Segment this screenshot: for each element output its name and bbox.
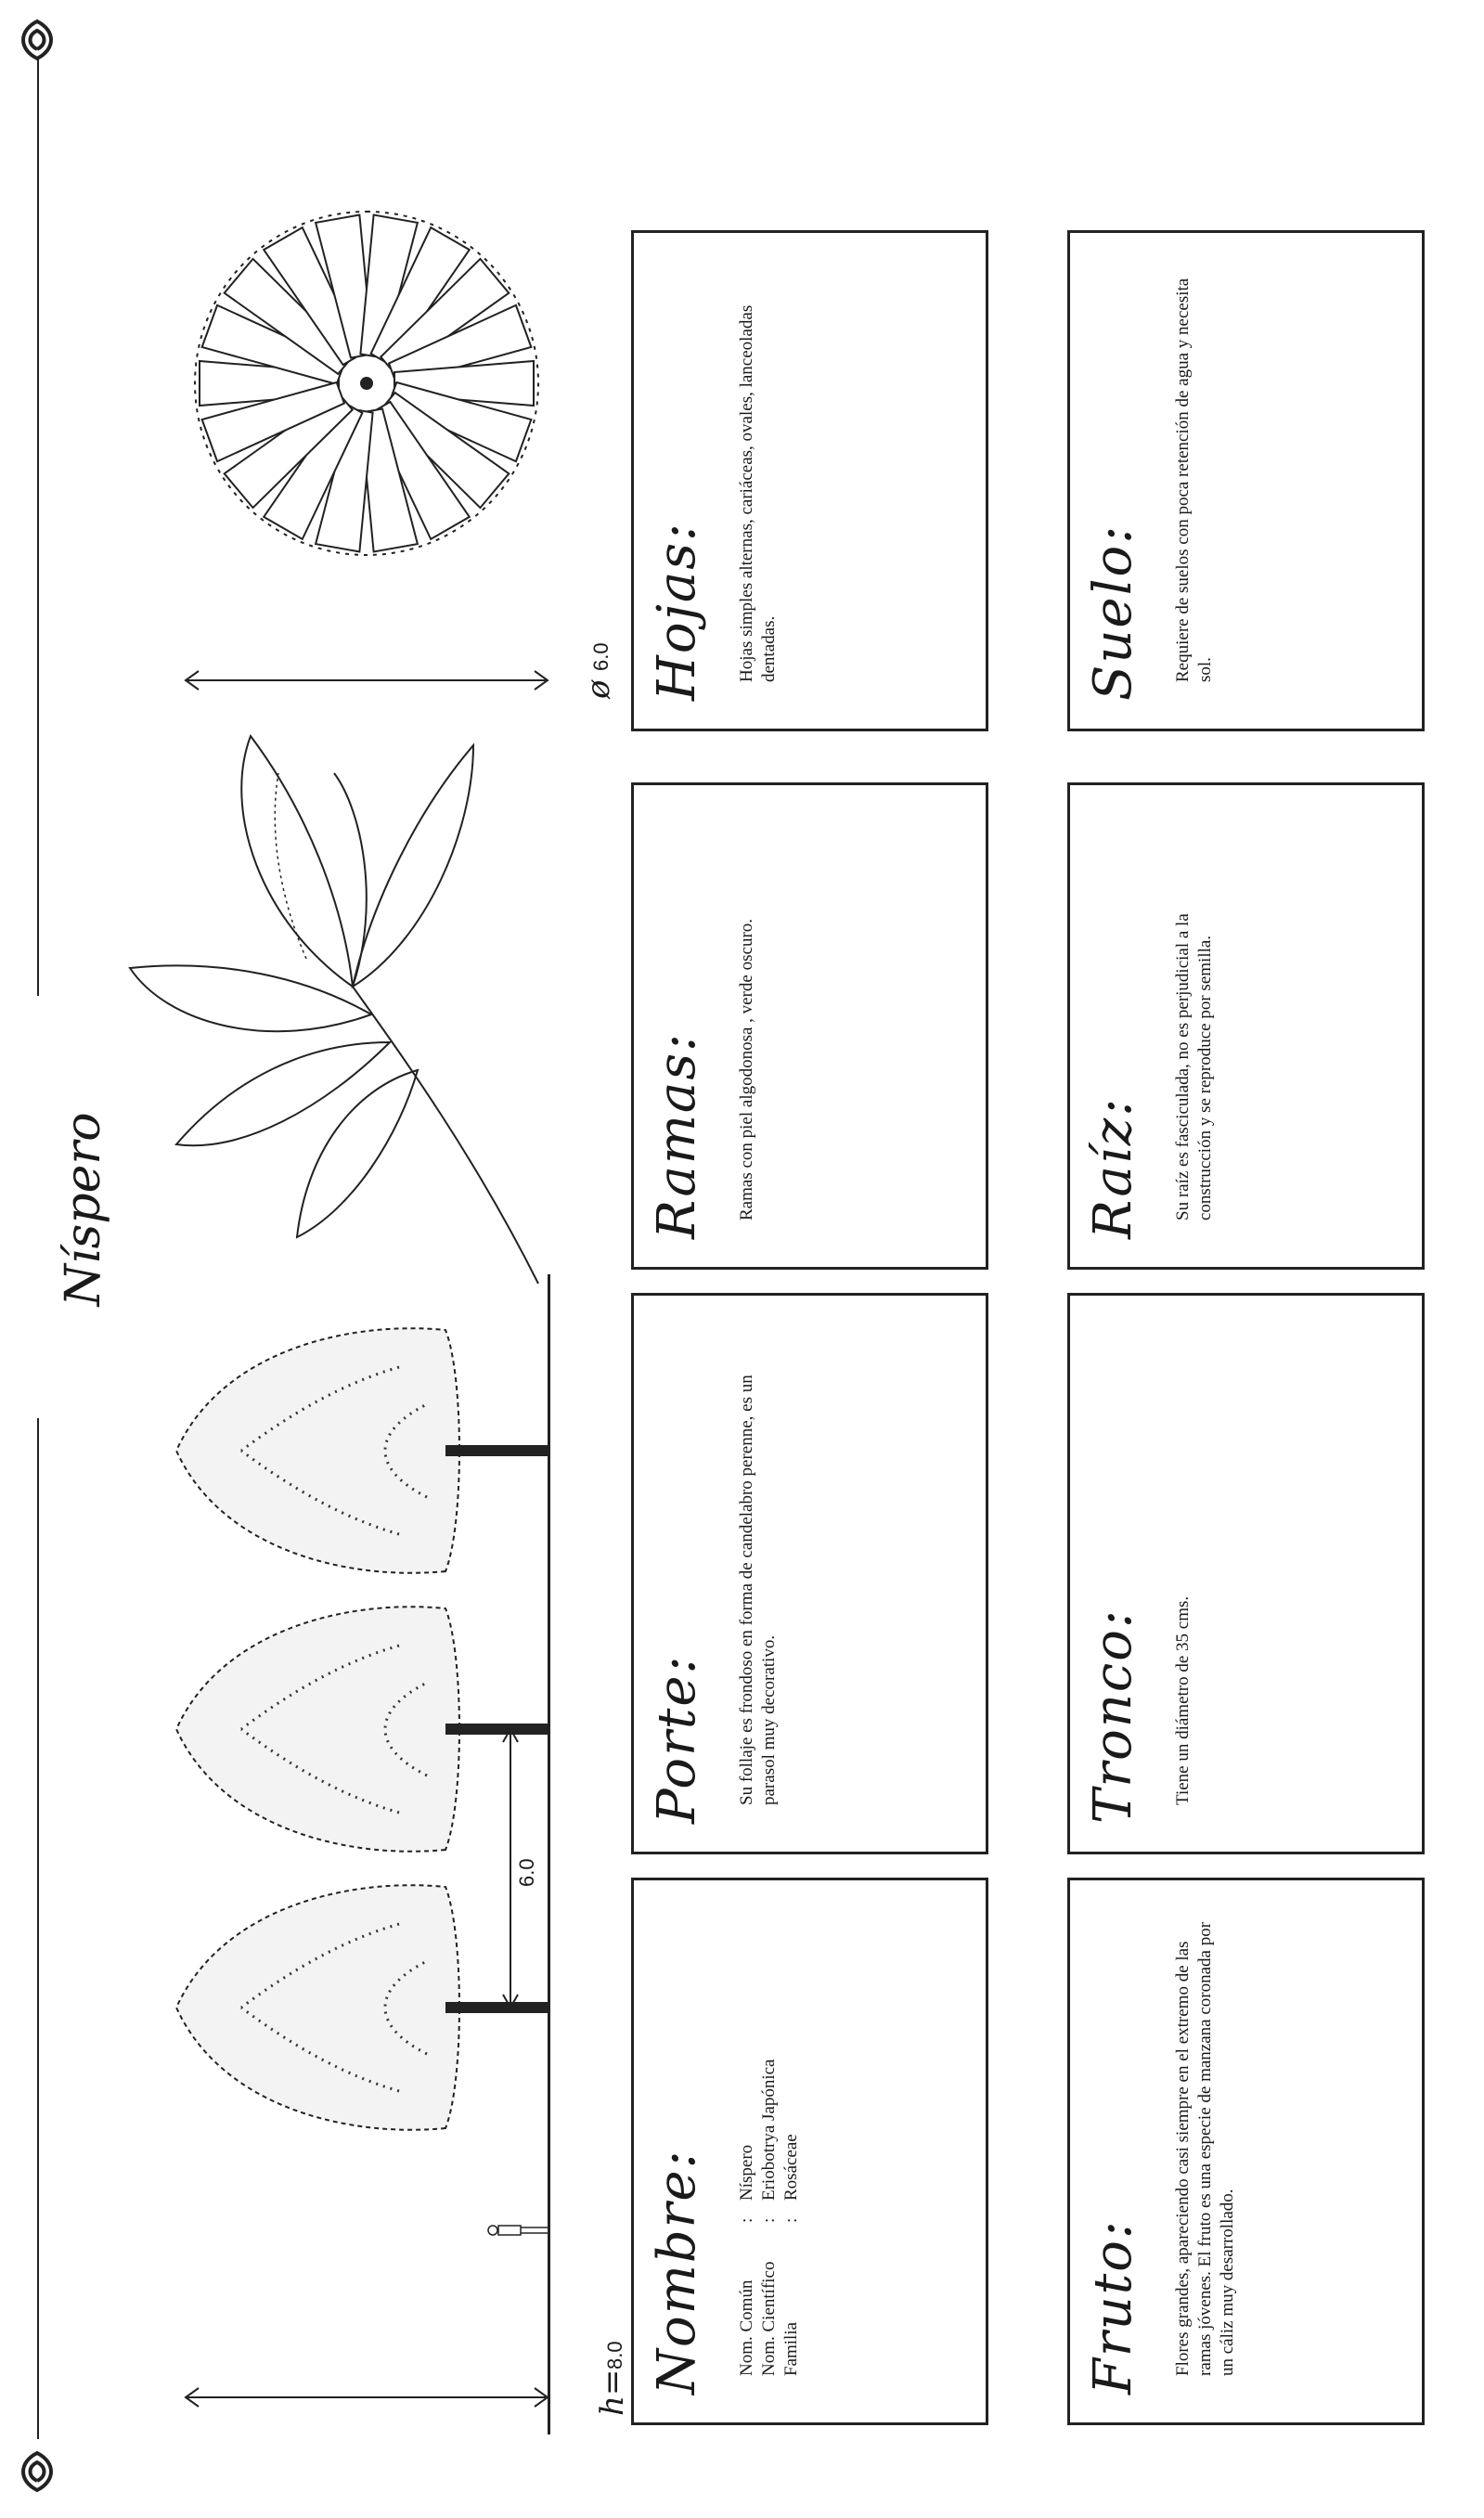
fruto-text: Flores grandes, apareciendo casi siempre en el extremo de las ramas jóvenes. El fruto es una especie de manzana coronada por un cáliz muy desarrollado.: [1173, 1921, 1237, 2376]
nombre-key: Nom. Común: [737, 2279, 756, 2376]
tree-illustration-2: [167, 1590, 548, 1868]
top-rule-left: [37, 1418, 39, 2439]
raiz-heading: Raíz:: [1083, 1096, 1143, 1239]
card-nombre: [631, 1878, 988, 2425]
hojas-text: Hojas simples alternas, cariáceas, ovales, lanceoladas dentadas.: [737, 304, 779, 682]
height-dimension-line: [186, 2370, 548, 2425]
nombre-value: Eriobotrya Japónica: [759, 2059, 779, 2201]
nombre-heading: Nombre:: [647, 2149, 707, 2395]
raiz-text: Su raíz es fasciculada, no es perjudicial a la construcción y se reproduce por semilla.: [1173, 913, 1215, 1220]
card-tronco: [1067, 1293, 1425, 1854]
nombre-value: Rosáceae: [781, 2134, 801, 2201]
porte-text: Su follaje es frondoso en forma de candelabro perenne, es un parasol muy decorativo.: [737, 1375, 779, 1805]
spacing-value: 6.0: [515, 1858, 538, 1887]
tree-illustration-3: [167, 1311, 548, 1590]
left-ornament-icon: [9, 2444, 65, 2499]
nombre-sep: :: [737, 2217, 756, 2223]
crown-plan-view: [190, 207, 543, 560]
suelo-text: Requiere de suelos con poca retención de agua y necesita sol.: [1173, 278, 1215, 682]
diameter-value: 6.0: [589, 642, 613, 671]
card-fruto: [1067, 1878, 1425, 2425]
card-ramas: [631, 782, 988, 1270]
card-suelo: [1067, 230, 1425, 731]
fruto-heading: Fruto:: [1083, 2219, 1143, 2395]
nombre-key: Nom. Científico: [759, 2261, 779, 2376]
nombre-key: Familia: [781, 2321, 801, 2376]
card-raiz: [1067, 782, 1425, 1270]
tronco-heading: Tronco:: [1083, 1608, 1143, 1824]
card-porte: [631, 1293, 988, 1854]
ramas-heading: Ramas:: [647, 1032, 707, 1239]
page-title: Níspero: [56, 1112, 111, 1307]
leaf-branch-illustration: [121, 717, 548, 1293]
porte-heading: Porte:: [647, 1654, 707, 1824]
height-symbol: h=: [594, 2369, 631, 2416]
human-figure-icon: [487, 2221, 548, 2240]
nombre-sep: :: [759, 2217, 779, 2223]
ground-line: [548, 1274, 550, 2434]
diameter-dimension-line: [186, 652, 548, 708]
nombre-table: [736, 1918, 803, 2376]
height-label: [594, 2370, 631, 2416]
nombre-sep: :: [781, 2217, 801, 2223]
tree-illustration-1: [167, 1868, 548, 2147]
tronco-text: Tiene un diámetro de 35 cms.: [1173, 1595, 1193, 1805]
hojas-heading: Hojas:: [647, 522, 707, 701]
height-value: 8.0: [603, 2341, 626, 2370]
top-rule-right: [37, 58, 39, 996]
diameter-symbol: ø: [580, 679, 617, 699]
suelo-heading: Suelo:: [1083, 523, 1143, 701]
card-hojas: [631, 230, 988, 731]
right-ornament-icon: [9, 12, 65, 68]
ramas-text: Ramas con piel algodonosa , verde oscuro.: [737, 918, 756, 1220]
nombre-value: Níspero: [737, 2144, 756, 2201]
